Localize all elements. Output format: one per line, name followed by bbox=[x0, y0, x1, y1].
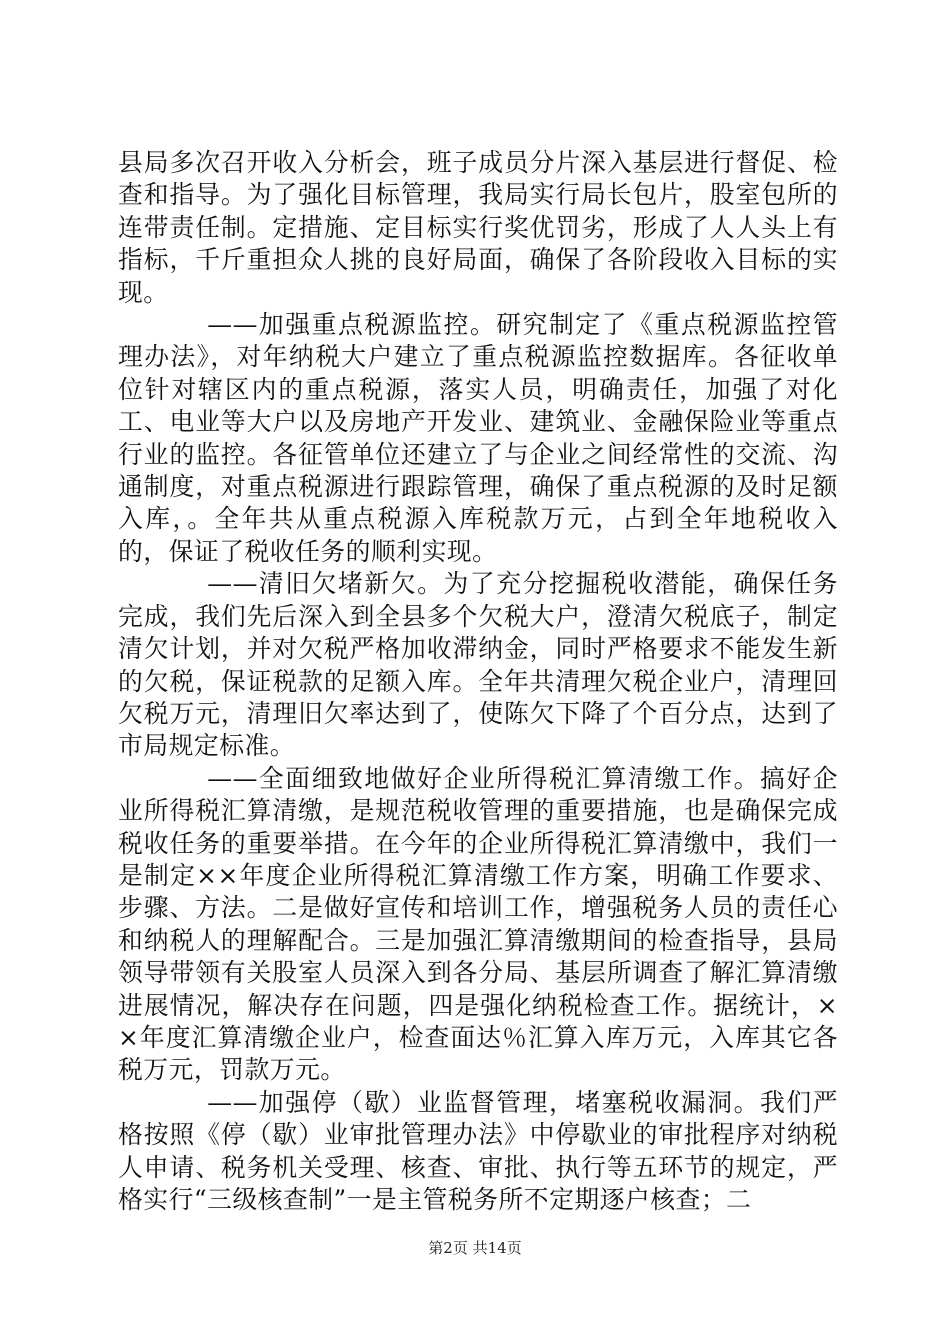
paragraph-key-tax-source: ——加强重点税源监控。研究制定了《重点税源监控管理办法》，对年纳税大户建立了重点税源监控数据库。各征收单位针对辖区内的重点税源，落实人员，明确责任，加强了对化工、电业等大户以及房地产开发业、建筑业、金融保险业等重点行业的监控。各征管单位还建立了与企业之间经常性的交流、沟通制度，对重点税源进行跟踪管理，确保了重点税源的及时足额入库，。全年共从重点税源入库税款万元，占到全年地税收入的，保证了税收任务的顺利实现。 bbox=[118, 310, 838, 566]
paragraph-income-tax-settlement: ——全面细致地做好企业所得税汇算清缴工作。搞好企业所得税汇算清缴，是规范税收管理的重要措施，也是确保完成税收任务的重要举措。在今年的企业所得税汇算清缴中，我们一是制定××年度企业所得税汇算清缴工作方案，明确工作要求、步骤、方法。二是做好宣传和培训工作，增强税务人员的责任心和纳税人的理解配合。三是加强汇算清缴期间的检查指导，县局领导带领有关股室人员深入到各分局、基层所调查了解汇算清缴进展情况，解决存在问题，四是强化纳税检查工作。据统计，××年度汇算清缴企业户，检查面达％汇算入库万元，入库其它各税万元，罚款万元。 bbox=[118, 763, 838, 1085]
paragraph-suspension-supervision: ——加强停（歇）业监督管理，堵塞税收漏洞。我们严格按照《停（歇）业审批管理办法》中停歇业的审批程序对纳税人申请、税务机关受理、核查、审批、执行等五环节的规定，严格实行“三级核查制”一是主管税务所不定期逐户核查；二 bbox=[118, 1087, 838, 1214]
page-number-label: 第2页 共14页 bbox=[428, 1239, 522, 1257]
page-footer bbox=[0, 1238, 950, 1258]
document-body bbox=[118, 147, 838, 1216]
paragraph-arrears-clearing: ——清旧欠堵新欠。为了充分挖掘税收潜能，确保任务完成，我们先后深入到全县多个欠税大户，澄清欠税底子，制定清欠计划，并对欠税严格加收滞纳金，同时严格要求不能发生新的欠税，保证税款的足额入库。全年共清理欠税企业户，清理回欠税万元，清理旧欠率达到了，使陈欠下降了个百分点，达到了市局规定标准。 bbox=[118, 569, 838, 761]
paragraph-intro: 县局多次召开收入分析会，班子成员分片深入基层进行督促、检查和指导。为了强化目标管理，我局实行局长包片，股室包所的连带责任制。定措施、定目标实行奖优罚劣，形成了人人头上有指标，千斤重担众人挑的良好局面，确保了各阶段收入目标的实现。 bbox=[118, 148, 838, 307]
